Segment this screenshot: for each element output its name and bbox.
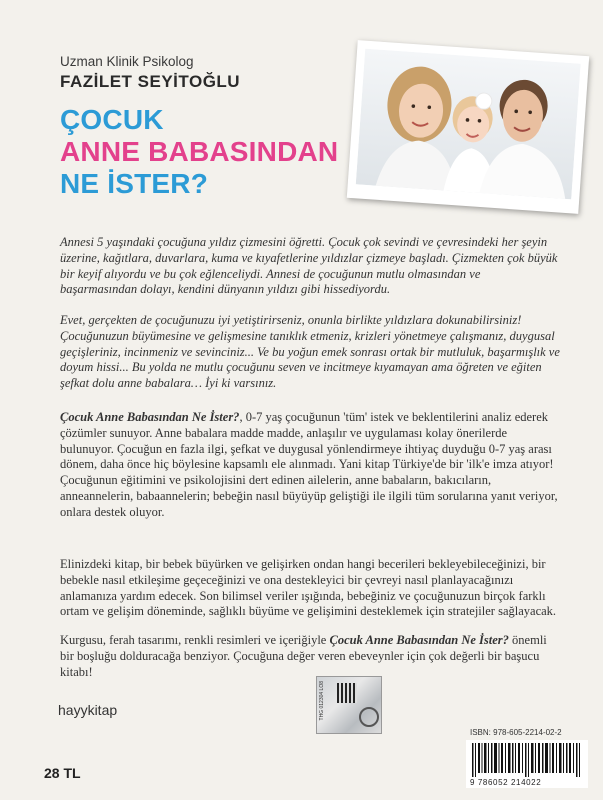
isbn-label: ISBN: 978-605-2214-02-2 <box>470 728 562 737</box>
publisher-logo: hayykitap <box>58 702 118 718</box>
book-title-inline: Çocuk Anne Babasından Ne İster? <box>60 410 240 424</box>
hologram-seal-icon <box>359 707 379 727</box>
paragraph-2: Evet, gerçekten de çocuğunuzu iyi yetiştirirseniz, onunla birlikte yıldızlara dokunabilirsiniz! Çocuğunuzun büyümesine ve gelişmesine tanıklık etmeniz, krizleri yönetmeye çalışmanız, duygusal geçişleriniz, incinmeniz ve sevinciniz... Ve bu yoğun emek sonrası ortak bir mutluluk, başarmışlık ve doyum hissi... Bu yolda ne mutlu çocuğunu seven ve incitmeye kıyamayan ama öğreten ve eğiten şefkat dolu anne babalara… İyi ki varsınız. <box>60 313 560 391</box>
paragraph-3-text: , 0-7 yaş çocuğunun 'tüm' istek ve beklentilerini analiz ederek çözümler sunuyor. Anne babalara madde madde, anlaşılır ve uygulaması kolay önerilerde bulunuyor. Çocuğun en fazla ilgi, şefkat ve duygusal yönlendirmeye ihtiyaç duyduğu 0-7 yaş arası dönem, daha önce hiç böylesine kapsamlı ele alınmadı. Yani kitap Türkiye'de bir 'ilk'e imza atıyor! Çocuğunun eğitimini ve psikolojisini dert edinen ailelerin, anne babaların, bakıcıların, anneannelerin, babaannelerin; bebeğin nasıl büyüyüp geliştiği ile ilgili tüm sorularına yanıt veriyor, onlara destek oluyor. <box>60 410 558 519</box>
barcode-bars-icon <box>472 743 582 777</box>
paragraph-5-rest: önemli bir boşluğu dolduracağa benziyor. Çocuğuna değer veren ebeveynler için çok değerli bir başucu kitabı! <box>60 633 547 679</box>
paragraph-3 <box>60 410 560 521</box>
paragraph-5 <box>60 633 560 680</box>
author-name: FAZİLET SEYİTOĞLU <box>60 72 241 91</box>
title-line-2: ANNE BABASINDAN <box>60 136 339 167</box>
qr-code-icon <box>337 683 357 703</box>
barcode <box>466 740 588 788</box>
paragraph-1: Annesi 5 yaşındaki çocuğuna yıldız çizmesini öğretti. Çocuk çok sevindi ve çevresindeki her şeyin üzerine, kağıtlara, duvarlara, kuma ve kıyafetlerine yıldızlar çizmeye başladı. Çizmekten çok büyük bir keyif alıyordu ve bu çok eğlenceliydi. Annesi de çocuğunun mutlu olmasından ve başarmasından dolayı, kendini dünyanın yıldızı gibi hissediyordu. <box>60 235 558 297</box>
family-photo-image <box>356 49 581 200</box>
paragraph-4: Elinizdeki kitap, bir bebek büyürken ve gelişirken ondan hangi becerileri bekleyebileceğinizi, bir bebekle nasıl etkileşime geçeceğinizi ve ona destekleyici bir çevreyi nasıl planlayacağınızı anlamanıza yardım edecek. Son bilimsel veriler ışığında, bebeğiniz ve çocuğunuzun birçok farklı ortam ve gelişim döneminde, sağlıklı büyüme ve gelişimini desteklemek için stratejiler sağlayacak. <box>60 557 557 619</box>
paragraph-5-start: Kurgusu, ferah tasarımı, renkli resimleri ve içeriğiyle <box>60 633 330 647</box>
title-line-1: ÇOCUK <box>60 104 164 135</box>
price-label: 28 TL <box>44 765 81 781</box>
hologram-sticker <box>316 676 382 734</box>
book-title-inline-2: Çocuk Anne Babasından Ne İster? <box>329 633 509 647</box>
author-title: Uzman Klinik Psikolog <box>60 54 194 69</box>
family-photo <box>347 40 589 214</box>
title-line-3: NE İSTER? <box>60 168 209 199</box>
book-title <box>60 104 338 200</box>
hologram-code: THG 012304 LO8 <box>319 681 325 721</box>
barcode-number: 9 786052 214022 <box>470 778 542 787</box>
